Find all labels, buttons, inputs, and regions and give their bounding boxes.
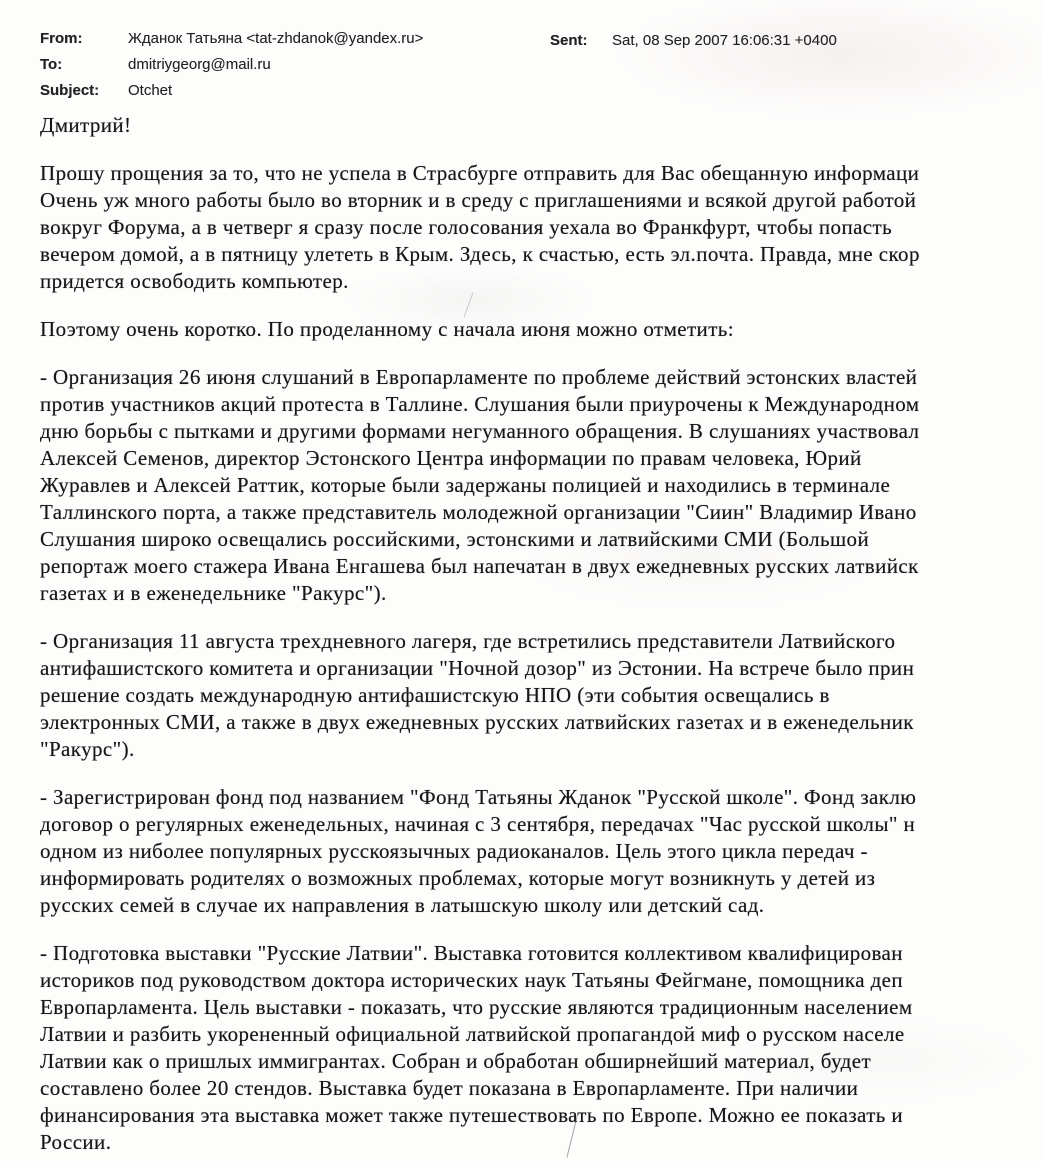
subject-value: Otchet: [128, 82, 173, 99]
body-line: одном из ниболее популярных русскоязычных радиоканалов. Цель этого цикла передач -: [40, 839, 868, 863]
email-paragraph: [40, 364, 1042, 607]
email-paragraph: [40, 628, 1042, 763]
body-line: - Зарегистрирован фонд под названием "Фонд Татьяны Жданок "Русской школе". Фонд заклю: [40, 785, 917, 809]
body-line: Очень уж много работы было во вторник и в среду с приглашениями и всякой другой работой: [40, 188, 917, 212]
body-line: историков под руководством доктора исторических наук Татьяны Фейгмане, помощника деп: [40, 968, 904, 992]
body-line: России.: [40, 1130, 112, 1154]
body-line: вокруг Форума, а в четверг я сразу после голосования уехала во Франкфурт, чтобы попасть: [40, 215, 893, 239]
body-line: Слушания широко освещались российскими, эстонскими и латвийскими СМИ (Большой: [40, 527, 870, 551]
body-line: договор о регулярных еженедельных, начиная с 3 сентября, передачах "Час русской школы" н: [40, 812, 916, 836]
email-paragraph: [40, 160, 1042, 295]
greeting-line: Дмитрий!: [40, 113, 132, 137]
email-paragraphs: [40, 160, 1042, 1156]
body-line: дню борьбы с пытками и другими формами негуманного обращения. В слушаниях участвовал: [40, 419, 920, 443]
body-line: электронных СМИ, а также в двух ежедневных русских латвийских газетах и в еженедельник: [40, 710, 914, 734]
sent-row: [550, 32, 1042, 49]
from-value: Жданок Татьяна <tat-zhdanok@yandex.ru>: [128, 30, 424, 47]
email-header-right: [550, 32, 1042, 58]
body-line: финансирования эта выставка может также путешествовать по Европе. Можно ее показать и: [40, 1103, 904, 1127]
sent-label: Sent:: [550, 32, 588, 49]
body-line: русских семей в случае их направления в латышскую школу или детский сад.: [40, 893, 765, 917]
from-row: [40, 30, 560, 47]
body-line: Прошу прощения за то, что не успела в Страсбурге отправить для Вас обещанную информаци: [40, 161, 920, 185]
email-paragraph: [40, 784, 1042, 919]
email-body: [40, 112, 1042, 1162]
subject-label: Subject:: [40, 82, 100, 99]
to-value: dmitriygeorg@mail.ru: [128, 56, 271, 73]
to-label: To:: [40, 56, 63, 73]
body-line: антифашистского комитета и организации "Ночной дозор" из Эстонии. На встрече было прин: [40, 656, 915, 680]
body-line: - Организация 11 августа трехдневного лагеря, где встретились представители Латвийского: [40, 629, 896, 653]
email-paragraph: [40, 316, 1042, 343]
body-line: газетах и в еженедельнике "Ракурс").: [40, 581, 387, 605]
body-line: Поэтому очень коротко. По проделанному с начала июня можно отметить:: [40, 317, 734, 341]
body-line: "Ракурс").: [40, 737, 135, 761]
body-line: составлено более 20 стендов. Выставка будет показана в Европарламенте. При наличии: [40, 1076, 859, 1100]
body-line: Журавлев и Алексей Раттик, которые были задержаны полицией и находились в терминале: [40, 473, 891, 497]
body-line: Латвии и разбить укорененный официальной латвийской пропагандой миф о русском населе: [40, 1022, 905, 1046]
body-line: придется освободить компьютер.: [40, 269, 349, 293]
body-line: вечером домой, а в пятницу улететь в Крым. Здесь, к счастью, есть эл.почта. Правда, мне скор: [40, 242, 920, 266]
from-label: From:: [40, 30, 83, 47]
sent-value: Sat, 08 Sep 2007 16:06:31 +0400: [612, 32, 837, 49]
body-line: Таллинского порта, а также представитель молодежной организации "Сиин" Владимир Ивано: [40, 500, 917, 524]
subject-row: [40, 82, 560, 99]
to-row: [40, 56, 560, 73]
body-line: против участников акций протеста в Таллине. Слушания были приурочены к Международном: [40, 392, 920, 416]
body-line: Латвии как о пришлых иммигрантах. Собран и обработан обширнейший материал, будет: [40, 1049, 872, 1073]
body-line: - Организация 26 июня слушаний в Европарламенте по проблеме действий эстонских властей: [40, 365, 918, 389]
email-paragraph: [40, 940, 1042, 1156]
body-line: Алексей Семенов, директор Эстонского Центра информации по правам человека, Юрий: [40, 446, 862, 470]
body-line: Европарламента. Цель выставки - показать, что русские являются традиционным населением: [40, 995, 913, 1019]
body-line: информировать родителях о возможных проблемах, которые могут возникнуть у детей из: [40, 866, 876, 890]
body-line: репортаж моего стажера Ивана Енгашева был напечатан в двух ежедневных русских латвийск: [40, 554, 919, 578]
email-header-left: [40, 30, 560, 108]
body-line: - Подготовка выставки "Русские Латвии". Выставка готовится коллективом квалифицирован: [40, 941, 903, 965]
body-line: решение создать международную антифашистскую НПО (эти события освещались в: [40, 683, 830, 707]
